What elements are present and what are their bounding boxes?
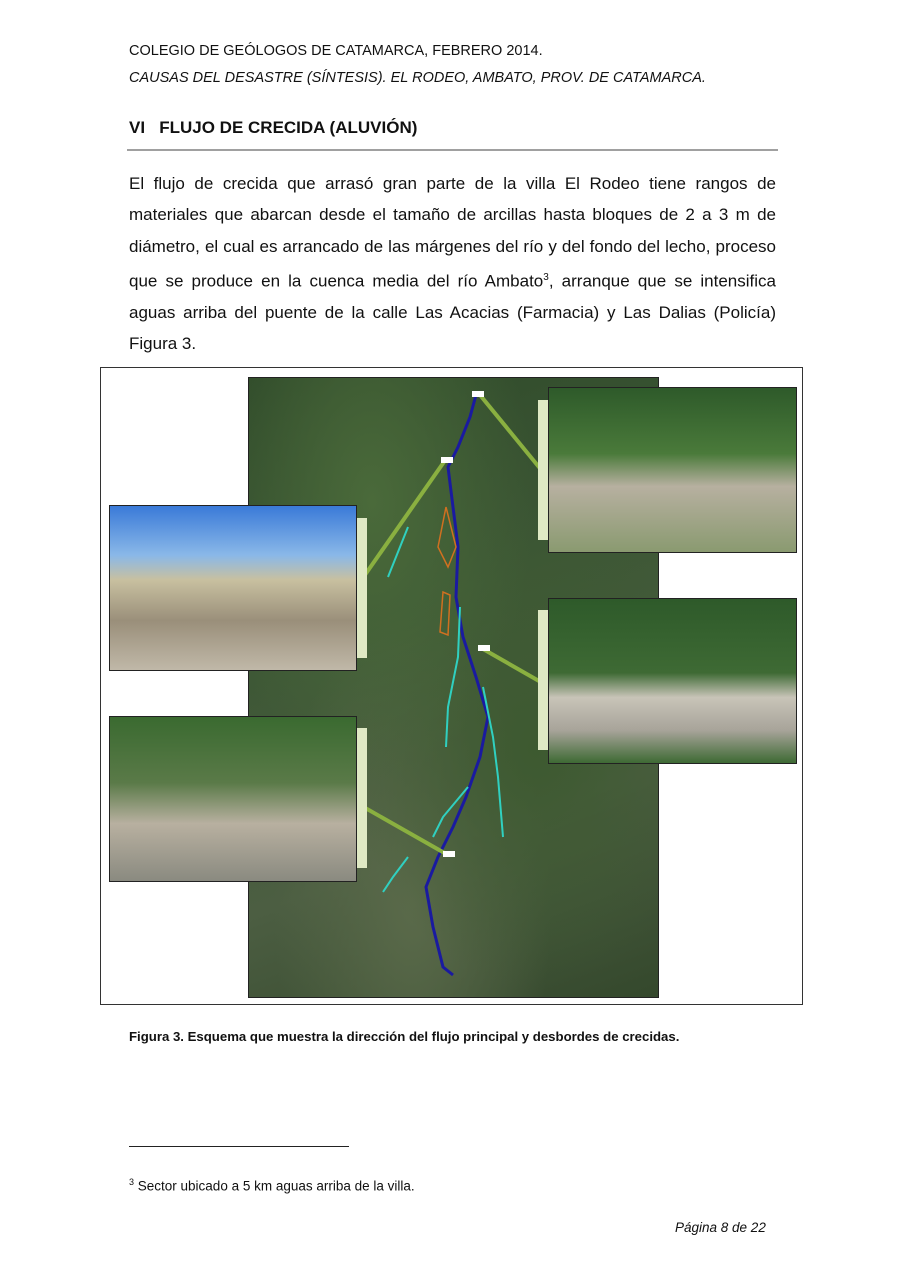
aerial-photo-upstream: [548, 387, 797, 553]
callout-tab: [538, 610, 548, 750]
paragraph-text: , arranque que se intensifica aguas arriba del puente de la calle Las Acacias (Farmacia) y Las Dalias (Policía) Figura 3.: [129, 271, 776, 354]
footnote-number: 3: [129, 1177, 135, 1187]
arrow: [480, 395, 543, 472]
callout-tab: [357, 728, 367, 868]
paragraph-text: El flujo de crecida que arrasó gran parte de la villa El Rodeo tiene rangos de materiales que abarcan desde el tamaño de arcillas hasta bloques de 2 a 3 m de diámetro, el cual es arrancado de las márgenes del río y del fondo del lecho, proceso que se produce en la cuenca media del río Ambato: [129, 174, 776, 291]
footnote-divider: [129, 1146, 349, 1147]
body-paragraph: [129, 168, 776, 359]
aerial-photo-bridge: [548, 598, 797, 764]
arrow: [360, 459, 446, 582]
bridge-marker: [472, 391, 484, 397]
footnote: [129, 1177, 415, 1194]
arrow: [360, 805, 448, 855]
bridge-photo: [109, 505, 357, 671]
bridge-marker: [478, 645, 490, 651]
section-title: VI FLUJO DE CRECIDA (ALUVIÓN): [129, 118, 418, 137]
aerial-photo-downstream: [109, 716, 357, 882]
arrow: [483, 649, 546, 685]
page-number: Página 8 de 22: [675, 1220, 766, 1235]
bridge-marker: [441, 457, 453, 463]
footnote-text: Sector ubicado a 5 km aguas arriba de la villa.: [134, 1178, 415, 1194]
header-institution: COLEGIO DE GEÓLOGOS DE CATAMARCA, FEBRERO 2014.: [129, 43, 543, 59]
callout-tab: [357, 518, 367, 658]
figure-caption: Figura 3. Esquema que muestra la dirección del flujo principal y desbordes de crecidas.: [129, 1029, 680, 1044]
main-flow-line: [426, 395, 488, 975]
erosion-zone: [440, 592, 450, 635]
overflow-line: [383, 857, 408, 892]
bridge-marker: [443, 851, 455, 857]
section-divider: [127, 149, 778, 151]
callout-tab: [538, 400, 548, 540]
header-document-title: CAUSAS DEL DESASTRE (SÍNTESIS). EL RODEO, AMBATO, PROV. DE CATAMARCA.: [129, 70, 706, 86]
footnote-reference[interactable]: 3: [543, 271, 549, 283]
